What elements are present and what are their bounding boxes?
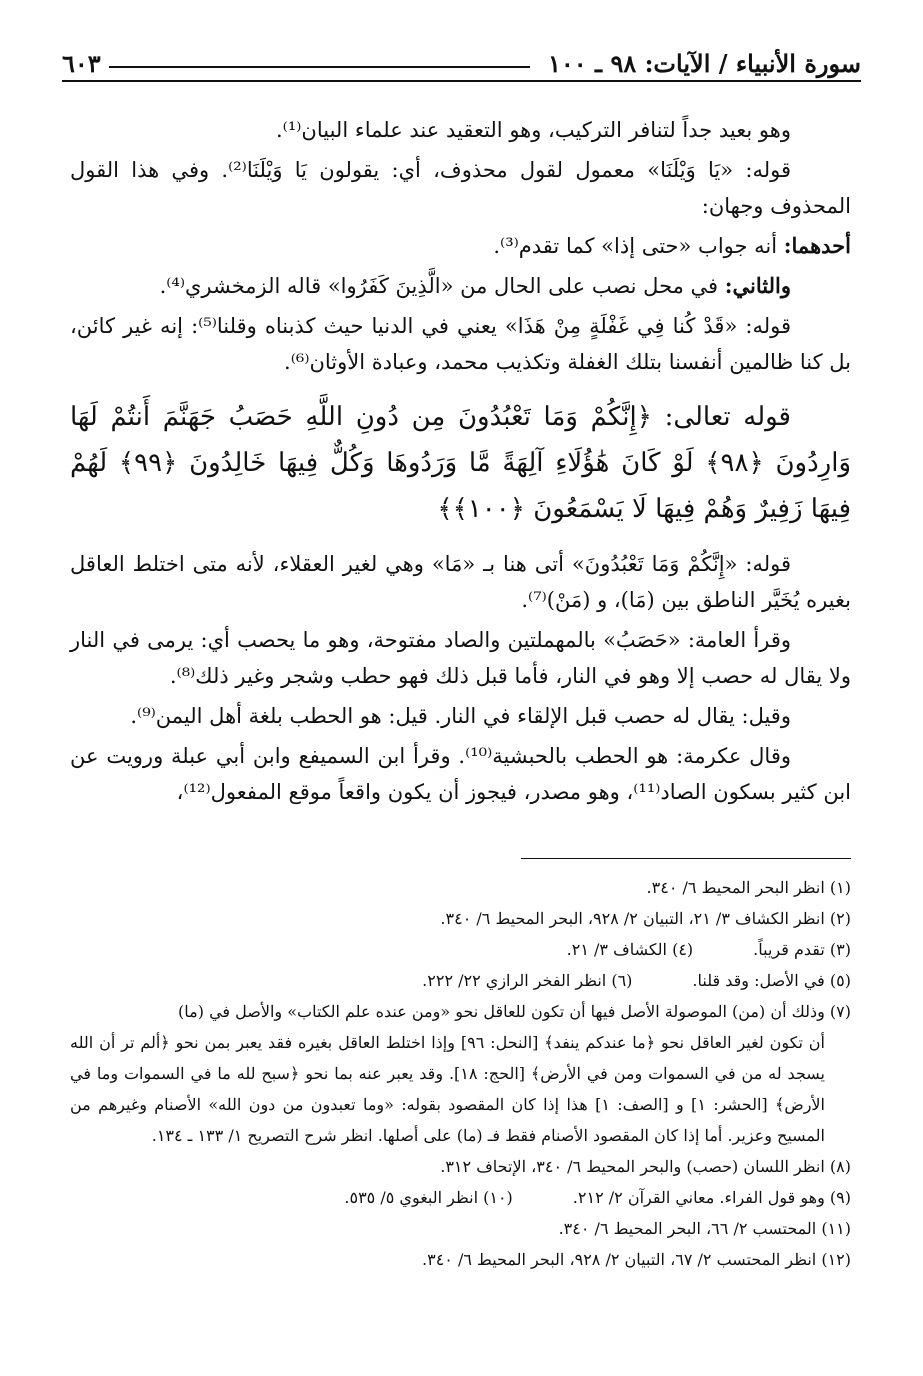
footnote-10: (١٠) انظر البغوي ٥/ ٥٣٥.	[344, 1188, 513, 1207]
first-aspect-text: أنه جواب «حتى إذا» كما تقدم⁽³⁾.	[493, 234, 784, 258]
footnote-5: (٥) في الأصل: وقد قلنا.	[692, 971, 851, 990]
first-aspect-label: أحدهما:	[783, 233, 851, 258]
running-title: سورة الأنبياء / الآيات: ٩٨ ـ ١٠٠	[548, 49, 861, 78]
footnote-1: (١) انظر البحر المحيط ٦/ ٣٤٠.	[646, 878, 851, 897]
page-number: ٦٠٣	[62, 49, 101, 78]
paragraph-3	[70, 228, 851, 264]
footnote-row-3-4	[70, 934, 851, 965]
footnote-row-9-10	[70, 1182, 851, 1213]
footnote-7: (٧) وذلك أن (من) الموصولة الأصل فيها أن تكون للعاقل نحو «ومن عنده علم الكتاب» والأصل في (ما)	[178, 1002, 851, 1021]
footnote-2: (٢) انظر الكشاف ٣/ ٢١، التبيان ٢/ ٩٢٨، البحر المحيط ٦/ ٣٤٠.	[440, 909, 851, 928]
quran-verses: قوله تعالى: ﴿إِنَّكُمْ وَمَا تَعْبُدُونَ مِن دُونِ اللَّهِ حَصَبُ جَهَنَّمَ أَنتُمْ لَهَا وَارِدُونَ ﴿٩٨﴾ لَوْ كَانَ هَٰؤُلَاءِ آلِهَةً مَّا وَرَدُوهَا وَكُلٌّ فِيهَا خَالِدُونَ ﴿٩٩﴾ لَهُمْ فِيهَا زَفِيرٌ وَهُمْ فِيهَا لَا يَسْمَعُونَ ﴿١٠٠﴾﴾	[70, 402, 852, 524]
footnote-6: (٦) انظر الفخر الرازي ٢٢/ ٢٢٢.	[422, 971, 633, 990]
main-text	[70, 112, 851, 814]
paragraph-2: قوله: «يَا وَيْلَنَا» معمول لقول محذوف، أي: يقولون يَا وَيْلَنَا⁽²⁾. وفي هذا القول المحذوف وجهان:	[70, 158, 851, 218]
footnote-8: (٨) انظر اللسان (حصب) والبحر المحيط ٦/ ٣٤٠، الإتحاف ٣١٢.	[440, 1157, 851, 1176]
second-aspect-label: والثاني:	[724, 273, 791, 298]
footnote-12: (١٢) انظر المحتسب ٢/ ٦٧، التبيان ٢/ ٩٢٨، البحر المحيط ٦/ ٣٤٠.	[422, 1250, 851, 1269]
paragraph-7: وقرأ العامة: «حَصَبُ» بالمهملتين والصاد مفتوحة، وهو ما يحصب أي: يرمى في النار ولا يقال له حصب إلا وهو في النار، فأما قبل ذلك فهو حطب وشجر وغير ذلك⁽⁸⁾.	[70, 628, 851, 688]
paragraph-8: وقيل: يقال له حصب قبل الإلقاء في النار. قيل: هو الحطب بلغة أهل اليمن⁽⁹⁾.	[130, 704, 791, 728]
paragraph-5: قوله: «قَدْ كُنا فِي غَفْلَةٍ مِنْ هَذَا» يعني في الدنيا حيث كذبناه وقلنا⁽⁵⁾: إنه غير كائن، بل كنا ظالمين أنفسنا بتلك الغفلة وتكذيب محمد، وعبادة الأوثان⁽⁶⁾.	[70, 314, 851, 374]
footnote-7-continued: أن تكون لغير العاقل نحو ﴿ما عندكم ينفد﴾ [النحل: ٩٦] وإذا اختلط العاقل بغيره فقد يعبر بمن نحو ﴿ألم تر أن الله يسجد له من في السموات ومن في الأرض﴾ [الحج: ١٨]. وقد يعبر عنه بما نحو ﴿سبح لله ما في السموات وما في الأرض﴾ [الحشر: ١] و [الصف: ١] هذا إذا كان المقصود بقوله: «وما تعبدون من دون الله» الأصنام وغيرهم من المسيح وعزير. أما إذا كان المقصود الأصنام فقط فـ (ما) على أصلها. انظر شرح التصريح ١/ ١٣٣ ـ ١٣٤.	[70, 1033, 826, 1145]
paragraph-4	[70, 268, 851, 304]
footnote-3: (٣) تقدم قريباً.	[753, 940, 851, 959]
footnote-9: (٩) وهو قول الفراء. معاني القرآن ٢/ ٢١٢.	[572, 1188, 851, 1207]
footnotes	[70, 872, 851, 1275]
page-header	[62, 30, 861, 82]
header-rule	[109, 66, 530, 68]
footnote-separator	[521, 858, 851, 859]
footnote-row-5-6	[70, 965, 851, 996]
footnote-4: (٤) الكشاف ٣/ ٢١.	[566, 940, 694, 959]
paragraph-9: وقال عكرمة: هو الحطب بالحبشية⁽¹⁰⁾. وقرأ ابن السميفع وابن أبي عبلة ورويت عن ابن كثير بسكون الصاد⁽¹¹⁾، وهو مصدر، فيجوز أن يكون واقعاً موقع المفعول⁽¹²⁾،	[70, 744, 851, 804]
paragraph-6: قوله: «إِنَّكُمْ وَمَا تَعْبُدُونَ» أتى هنا بـ «مَا» وهي لغير العقلاء، لأنه متى اختلط العاقل بغيره يُخَيَّر الناطق بين (مَا)، و (مَنْ)⁽⁷⁾.	[70, 552, 851, 612]
paragraph-1: وهو بعيد جداً لتنافر التركيب، وهو التعقيد عند علماء البيان⁽¹⁾.	[276, 118, 791, 142]
footnote-11: (١١) المحتسب ٢/ ٦٦، البحر المحيط ٦/ ٣٤٠.	[558, 1219, 851, 1238]
second-aspect-text: في محل نصب على الحال من «الَّذِينَ كَفَرُوا» قاله الزمخشري⁽⁴⁾.	[159, 274, 725, 298]
